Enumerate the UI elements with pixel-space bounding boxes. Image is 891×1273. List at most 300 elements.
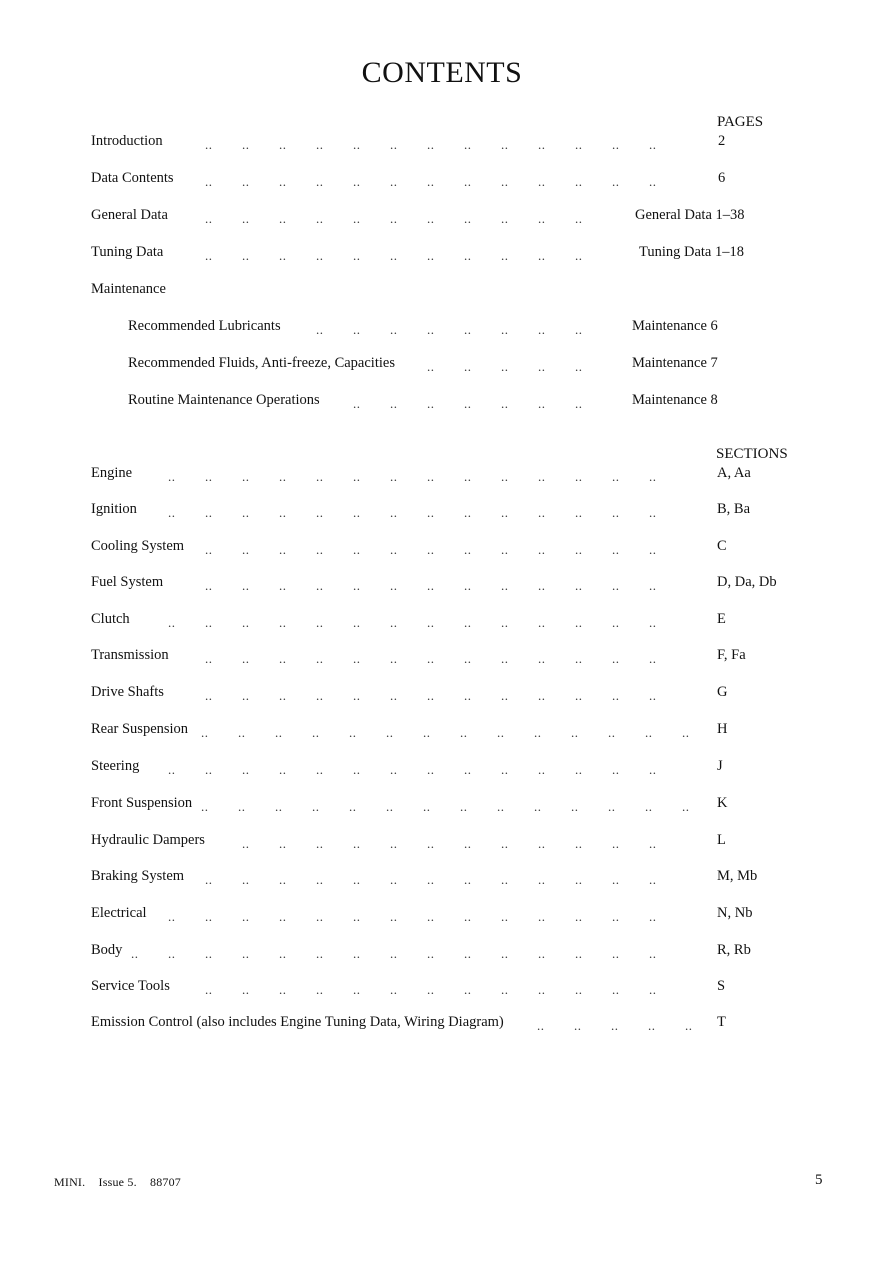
leader-dots: .. (464, 248, 472, 263)
leader-dots: .. (649, 505, 657, 520)
entry-label: Service Tools (91, 978, 170, 994)
leader-dots: .. (612, 651, 620, 666)
leader-dots: .. (571, 725, 579, 740)
leader-dots: .. (316, 469, 324, 484)
leader-dots: .. (501, 651, 509, 666)
leader-dots: .. (575, 946, 583, 961)
entry-label: Recommended Lubricants (128, 318, 281, 334)
leader-dots: .. (427, 137, 435, 152)
leader-dots: .. (390, 615, 398, 630)
leader-dots: .. (612, 946, 620, 961)
leader-dots: .. (390, 946, 398, 961)
entry-label: Maintenance (91, 281, 166, 297)
leader-dots: .. (538, 469, 546, 484)
toc-entry-rear-suspension[interactable] (0, 721, 891, 741)
leader-dots: .. (427, 578, 435, 593)
leader-dots: .. (608, 725, 616, 740)
leader-dots: .. (575, 248, 583, 263)
leader-dots: .. (464, 651, 472, 666)
leader-dots: .. (538, 872, 546, 887)
leader-dots: .. (501, 211, 509, 226)
leader-dots: .. (205, 137, 213, 152)
leader-dots: .. (427, 174, 435, 189)
footer-issue: Issue 5. (98, 1175, 137, 1189)
leader-dots: .. (316, 505, 324, 520)
leader-dots: .. (649, 836, 657, 851)
entry-label: Rear Suspension (91, 721, 189, 737)
leader-dots: .. (538, 982, 546, 997)
toc-entry-cooling-system[interactable] (0, 538, 891, 558)
leader-dots: .. (427, 872, 435, 887)
leader-dots: .. (349, 799, 357, 814)
leader-dots: .. (538, 836, 546, 851)
entry-section-ref: L (717, 832, 726, 848)
leader-dots: .. (612, 578, 620, 593)
leader-dots: .. (537, 1018, 545, 1033)
leader-dots: .. (501, 615, 509, 630)
entry-section-ref: B, Ba (717, 501, 751, 517)
leader-dots: .. (649, 137, 657, 152)
leader-dots: .. (575, 578, 583, 593)
entry-label: Transmission (91, 647, 169, 663)
leader-dots: .. (353, 615, 361, 630)
entry-page-ref: General Data 1–38 (635, 207, 745, 223)
entry-section-ref: H (717, 721, 728, 737)
leader-dots: .. (353, 836, 361, 851)
leader-dots: .. (612, 542, 620, 557)
entry-label: Ignition (91, 501, 137, 517)
leader-dots: .. (279, 872, 287, 887)
entry-section-ref: S (717, 978, 726, 994)
entry-label: Data Contents (91, 170, 174, 186)
leader-dots: .. (205, 248, 213, 263)
entry-section-ref: F, Fa (717, 647, 746, 663)
leader-dots: .. (648, 1018, 656, 1033)
leader-dots: .. (353, 396, 361, 411)
entry-label: Fuel System (91, 574, 164, 590)
leader-dots: .. (279, 174, 287, 189)
toc-entry-recommended-fluids[interactable] (0, 355, 891, 375)
leader-dots: .. (353, 982, 361, 997)
leader-dots: .. (538, 211, 546, 226)
toc-entry-hydraulic-dampers[interactable] (0, 832, 891, 852)
leader-dots: .. (464, 615, 472, 630)
leader-dots: .. (501, 688, 509, 703)
leader-dots: .. (538, 505, 546, 520)
leader-dots: .. (501, 762, 509, 777)
toc-entry-recommended-lubricants[interactable] (0, 318, 891, 338)
entry-section-ref: N, Nb (717, 905, 753, 921)
toc-entry-ignition[interactable] (0, 501, 891, 521)
leader-dots: .. (316, 542, 324, 557)
leader-dots: .. (427, 211, 435, 226)
leader-dots: .. (501, 359, 509, 374)
leader-dots: .. (279, 909, 287, 924)
leader-dots: .. (205, 615, 213, 630)
toc-entry-front-suspension[interactable] (0, 795, 891, 815)
leader-dots: .. (612, 174, 620, 189)
leader-dots: .. (168, 469, 176, 484)
leader-dots: .. (427, 615, 435, 630)
leader-dots: .. (242, 211, 250, 226)
leader-dots: .. (427, 762, 435, 777)
leader-dots: .. (390, 211, 398, 226)
leader-dots: .. (501, 946, 509, 961)
leader-dots: .. (608, 799, 616, 814)
toc-entry-tuning-data[interactable] (0, 244, 891, 264)
leader-dots: .. (279, 946, 287, 961)
leader-dots: .. (201, 725, 209, 740)
leader-dots: .. (574, 1018, 582, 1033)
entry-label: Braking System (91, 868, 185, 884)
leader-dots: .. (353, 505, 361, 520)
leader-dots: .. (353, 542, 361, 557)
leader-dots: .. (501, 174, 509, 189)
footer-model: MINI. (54, 1175, 86, 1189)
entry-page-ref: 2 (718, 133, 726, 149)
leader-dots: .. (427, 982, 435, 997)
toc-entry-steering[interactable] (0, 758, 891, 778)
leader-dots: .. (538, 946, 546, 961)
leader-dots: .. (205, 762, 213, 777)
toc-entry-transmission[interactable] (0, 647, 891, 667)
entry-section-ref: M, Mb (717, 868, 758, 884)
leader-dots: .. (501, 578, 509, 593)
leader-dots: .. (497, 725, 505, 740)
leader-dots: .. (390, 982, 398, 997)
leader-dots: .. (316, 872, 324, 887)
leader-dots: .. (242, 469, 250, 484)
leader-dots: .. (353, 469, 361, 484)
leader-dots: .. (205, 578, 213, 593)
leader-dots: .. (575, 982, 583, 997)
leader-dots: .. (612, 872, 620, 887)
leader-dots: .. (279, 982, 287, 997)
leader-dots: .. (279, 836, 287, 851)
leader-dots: .. (205, 651, 213, 666)
leader-dots: .. (353, 248, 361, 263)
leader-dots: .. (575, 688, 583, 703)
leader-dots: .. (575, 651, 583, 666)
leader-dots: .. (464, 174, 472, 189)
leader-dots: .. (464, 322, 472, 337)
leader-dots: .. (353, 762, 361, 777)
leader-dots: .. (427, 469, 435, 484)
leader-dots: .. (649, 909, 657, 924)
entry-page-ref: Maintenance 8 (632, 392, 718, 408)
leader-dots: .. (242, 651, 250, 666)
leader-dots: .. (464, 542, 472, 557)
leader-dots: .. (575, 909, 583, 924)
leader-dots: .. (242, 248, 250, 263)
footer-part-number: 88707 (150, 1175, 181, 1189)
leader-dots: .. (390, 578, 398, 593)
leader-dots: .. (131, 946, 139, 961)
entry-label: Tuning Data (91, 244, 164, 260)
leader-dots: .. (575, 137, 583, 152)
dot-leaders (0, 942, 891, 962)
leader-dots: .. (390, 872, 398, 887)
leader-dots: .. (279, 762, 287, 777)
toc-entry-body[interactable] (0, 942, 891, 962)
leader-dots: .. (242, 174, 250, 189)
leader-dots: .. (538, 137, 546, 152)
entry-label: Front Suspension (91, 795, 193, 811)
leader-dots: .. (649, 872, 657, 887)
entry-label: Steering (91, 758, 140, 774)
entry-section-ref: E (717, 611, 726, 627)
leader-dots: .. (575, 615, 583, 630)
entry-label: General Data (91, 207, 168, 223)
leader-dots: .. (575, 396, 583, 411)
leader-dots: .. (649, 946, 657, 961)
leader-dots: .. (538, 248, 546, 263)
leader-dots: .. (390, 909, 398, 924)
entry-section-ref: J (717, 758, 723, 774)
toc-entry-fuel-system[interactable] (0, 574, 891, 594)
leader-dots: .. (353, 909, 361, 924)
leader-dots: .. (427, 542, 435, 557)
leader-dots: .. (316, 174, 324, 189)
leader-dots: .. (649, 982, 657, 997)
leader-dots: .. (612, 982, 620, 997)
leader-dots: .. (649, 688, 657, 703)
leader-dots: .. (538, 615, 546, 630)
leader-dots: .. (497, 799, 505, 814)
leader-dots: .. (386, 725, 394, 740)
leader-dots: .. (427, 396, 435, 411)
entry-page-ref: Tuning Data 1–18 (639, 244, 744, 260)
leader-dots: .. (645, 799, 653, 814)
dot-leaders (0, 465, 891, 485)
leader-dots: .. (168, 762, 176, 777)
entry-section-ref: T (717, 1014, 726, 1030)
leader-dots: .. (649, 615, 657, 630)
leader-dots: .. (575, 542, 583, 557)
leader-dots: .. (464, 359, 472, 374)
leader-dots: .. (205, 542, 213, 557)
leader-dots: .. (538, 174, 546, 189)
pages-column-header: PAGES (717, 114, 764, 130)
leader-dots: .. (390, 248, 398, 263)
page-number: 5 (815, 1172, 823, 1188)
leader-dots: .. (279, 469, 287, 484)
leader-dots: .. (238, 725, 246, 740)
leader-dots: .. (201, 799, 209, 814)
leader-dots: .. (423, 725, 431, 740)
dot-leaders (0, 611, 891, 631)
leader-dots: .. (205, 469, 213, 484)
entry-label: Emission Control (also includes Engine Tuning Data, Wiring Diagram) (91, 1014, 504, 1030)
leader-dots: .. (534, 799, 542, 814)
leader-dots: .. (242, 762, 250, 777)
leader-dots: .. (353, 872, 361, 887)
leader-dots: .. (390, 505, 398, 520)
toc-entry-clutch[interactable] (0, 611, 891, 631)
sections-column-header: SECTIONS (716, 446, 788, 462)
leader-dots: .. (353, 688, 361, 703)
leader-dots: .. (205, 505, 213, 520)
leader-dots: .. (205, 174, 213, 189)
entry-label: Drive Shafts (91, 684, 164, 700)
toc-entry-introduction[interactable] (0, 133, 891, 153)
leader-dots: .. (501, 322, 509, 337)
entry-label: Recommended Fluids, Anti-freeze, Capacities (128, 355, 395, 371)
entry-section-ref: G (717, 684, 728, 700)
leader-dots: .. (464, 836, 472, 851)
leader-dots: .. (242, 872, 250, 887)
leader-dots: .. (538, 651, 546, 666)
toc-entry-braking-system[interactable] (0, 868, 891, 888)
leader-dots: .. (386, 799, 394, 814)
entry-section-ref: C (717, 538, 727, 554)
leader-dots: .. (205, 946, 213, 961)
leader-dots: .. (575, 872, 583, 887)
leader-dots: .. (538, 322, 546, 337)
leader-dots: .. (316, 909, 324, 924)
leader-dots: .. (279, 651, 287, 666)
leader-dots: .. (427, 359, 435, 374)
leader-dots: .. (316, 651, 324, 666)
leader-dots: .. (353, 946, 361, 961)
leader-dots: .. (649, 542, 657, 557)
toc-entry-electrical[interactable] (0, 905, 891, 925)
entry-section-ref: D, Da, Db (717, 574, 777, 590)
leader-dots: .. (464, 578, 472, 593)
leader-dots: .. (501, 137, 509, 152)
leader-dots: .. (612, 688, 620, 703)
leader-dots: .. (612, 615, 620, 630)
leader-dots: .. (279, 688, 287, 703)
leader-dots: .. (534, 725, 542, 740)
leader-dots: .. (575, 505, 583, 520)
leader-dots: .. (649, 174, 657, 189)
leader-dots: .. (571, 799, 579, 814)
toc-entry-emission-control[interactable] (0, 1014, 891, 1034)
leader-dots: .. (464, 469, 472, 484)
leader-dots: .. (427, 505, 435, 520)
leader-dots: .. (168, 946, 176, 961)
leader-dots: .. (427, 688, 435, 703)
leader-dots: .. (279, 505, 287, 520)
leader-dots: .. (575, 211, 583, 226)
leader-dots: .. (575, 322, 583, 337)
leader-dots: .. (279, 615, 287, 630)
leader-dots: .. (168, 505, 176, 520)
entry-label: Routine Maintenance Operations (128, 392, 320, 408)
leader-dots: .. (242, 505, 250, 520)
entry-label: Introduction (91, 133, 163, 149)
leader-dots: .. (390, 651, 398, 666)
leader-dots: .. (649, 469, 657, 484)
toc-entry-engine[interactable] (0, 465, 891, 485)
leader-dots: .. (279, 137, 287, 152)
leader-dots: .. (316, 762, 324, 777)
leader-dots: .. (501, 982, 509, 997)
leader-dots: .. (275, 725, 283, 740)
leader-dots: .. (575, 359, 583, 374)
leader-dots: .. (316, 211, 324, 226)
leader-dots: .. (575, 469, 583, 484)
leader-dots: .. (427, 946, 435, 961)
leader-dots: .. (316, 615, 324, 630)
leader-dots: .. (279, 542, 287, 557)
toc-entry-data-contents[interactable] (0, 170, 891, 190)
leader-dots: .. (464, 688, 472, 703)
leader-dots: .. (316, 322, 324, 337)
leader-dots: .. (538, 762, 546, 777)
leader-dots: .. (427, 651, 435, 666)
leader-dots: .. (682, 725, 690, 740)
leader-dots: .. (205, 688, 213, 703)
leader-dots: .. (501, 909, 509, 924)
leader-dots: .. (501, 836, 509, 851)
entry-label: Engine (91, 465, 133, 481)
leader-dots: .. (501, 248, 509, 263)
leader-dots: .. (353, 651, 361, 666)
leader-dots: .. (316, 982, 324, 997)
leader-dots: .. (649, 578, 657, 593)
leader-dots: .. (205, 211, 213, 226)
leader-dots: .. (279, 211, 287, 226)
leader-dots: .. (353, 137, 361, 152)
leader-dots: .. (464, 211, 472, 226)
leader-dots: .. (242, 137, 250, 152)
leader-dots: .. (538, 909, 546, 924)
leader-dots: .. (168, 909, 176, 924)
toc-entry-routine-maintenance[interactable] (0, 392, 891, 412)
leader-dots: .. (682, 799, 690, 814)
entry-label: Hydraulic Dampers (91, 832, 205, 848)
page-title: CONTENTS (361, 56, 523, 89)
footer-info (54, 1175, 191, 1190)
leader-dots: .. (242, 909, 250, 924)
leader-dots: .. (390, 688, 398, 703)
leader-dots: .. (316, 137, 324, 152)
leader-dots: .. (575, 762, 583, 777)
leader-dots: .. (427, 836, 435, 851)
toc-entry-service-tools[interactable] (0, 978, 891, 998)
toc-entry-general-data[interactable] (0, 207, 891, 227)
leader-dots: .. (575, 174, 583, 189)
leader-dots: .. (538, 688, 546, 703)
toc-entry-drive-shafts[interactable] (0, 684, 891, 704)
leader-dots: .. (205, 909, 213, 924)
leader-dots: .. (612, 762, 620, 777)
leader-dots: .. (168, 615, 176, 630)
leader-dots: .. (316, 688, 324, 703)
leader-dots: .. (316, 836, 324, 851)
leader-dots: .. (460, 725, 468, 740)
leader-dots: .. (353, 211, 361, 226)
leader-dots: .. (612, 836, 620, 851)
leader-dots: .. (464, 909, 472, 924)
leader-dots: .. (612, 909, 620, 924)
leader-dots: .. (611, 1018, 619, 1033)
leader-dots: .. (501, 469, 509, 484)
leader-dots: .. (538, 578, 546, 593)
leader-dots: .. (501, 872, 509, 887)
leader-dots: .. (279, 578, 287, 593)
leader-dots: .. (316, 946, 324, 961)
toc-entry-maintenance (0, 281, 891, 301)
leader-dots: .. (501, 396, 509, 411)
leader-dots: .. (575, 836, 583, 851)
leader-dots: .. (538, 359, 546, 374)
entry-page-ref: 6 (718, 170, 726, 186)
leader-dots: .. (685, 1018, 693, 1033)
leader-dots: .. (242, 946, 250, 961)
